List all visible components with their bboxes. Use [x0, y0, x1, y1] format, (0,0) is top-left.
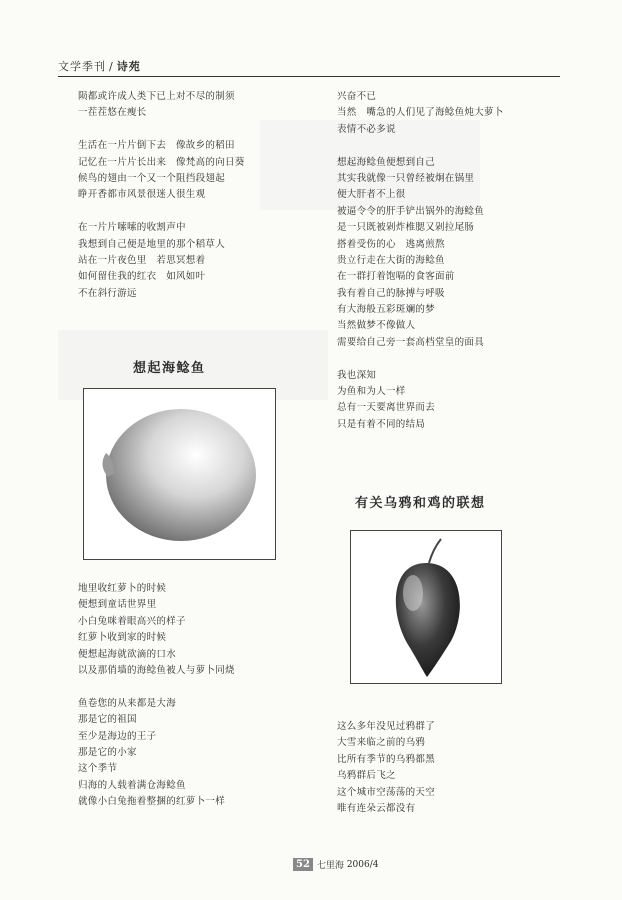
poem-line: 贵立行走在大街的海鲶鱼 — [337, 254, 445, 266]
stanza-break — [337, 351, 504, 367]
fish-body — [106, 409, 256, 541]
poem-line: 这么多年没见过鸦群了 — [337, 721, 436, 732]
running-header — [58, 58, 141, 74]
journal-name: 文学季刊 — [58, 60, 106, 73]
poem-line: 如何留住我的红衣 如风如叶 — [78, 271, 206, 283]
poem-line: 便大肝者不上很 — [337, 189, 406, 201]
section-name: 诗苑 — [116, 60, 141, 73]
poem-line: 这个城市空荡荡的天空 — [337, 786, 436, 798]
poem-line: 搭着受伤的心 逃离煎熬 — [337, 238, 445, 250]
poem-line: 以及那俏墙的海鲶鱼被人与萝卜同烧 — [78, 664, 235, 676]
poem2-text — [337, 719, 435, 817]
poem-line: 当然做梦不像做人 — [337, 320, 416, 332]
poem-line: 只是有着不同的结局 — [337, 418, 426, 430]
poem-line: 陨都或许成人类下已上对不尽的制须 — [78, 91, 235, 102]
header-separator: / — [109, 60, 114, 73]
stanza-break — [78, 679, 235, 695]
poem1-text-continued — [337, 89, 504, 433]
poem-line: 这个季节 — [78, 763, 118, 775]
poem-line: 兴奋不已 — [337, 91, 377, 102]
poem-line: 需要给自己旁一套高档堂皇的面具 — [337, 336, 485, 348]
issue-number: 2006/4 — [346, 859, 379, 870]
poem-line: 归海的人载着满仓海鲶鱼 — [78, 779, 186, 791]
poem-line: 当然 嘴急的人们见了海鲶鱼炖大萝卜 — [337, 107, 504, 119]
poem-line: 生活在一片片倒下去 像故乡的稻田 — [78, 140, 235, 152]
poem-line: 那是它的祖国 — [78, 714, 137, 726]
stanza-break — [78, 204, 245, 220]
poem-line: 我有着自己的脉搏与呼吸 — [337, 287, 445, 299]
plum-illustration-frame — [350, 530, 502, 684]
poem-line: 比所有季节的乌鸦都黑 — [337, 753, 436, 765]
poem-line: 候鸟的翅由一个又一个阻挡段翅起 — [78, 172, 226, 184]
poem-line: 红萝卜收到家的时候 — [78, 632, 167, 644]
poem-line: 站在一片夜色里 若思冥想着 — [78, 254, 206, 266]
poem-line: 想起海鲶鱼便想到自己 — [337, 156, 436, 168]
plum-illustration — [351, 531, 501, 683]
poem-line: 有大海般五彩斑斓的梦 — [337, 304, 436, 316]
poem-line: 至少是海边的王子 — [78, 730, 157, 742]
poem-line: 小白兔咪着眼高兴的样子 — [78, 615, 186, 627]
poem1-title: 想起海鲶鱼 — [133, 361, 206, 376]
poem-line: 便想到童话世界里 — [78, 599, 157, 611]
plum-stem — [429, 539, 441, 563]
poem-line: 便想起海就欲滴的口水 — [78, 648, 177, 660]
poem-line: 我也深知 — [337, 369, 377, 381]
poem-line: 大雪来临之前的乌鸦 — [337, 737, 426, 749]
poem-line: 那是它的小家 — [78, 746, 137, 758]
header-rule — [58, 76, 560, 77]
poem1-text-bottom — [78, 581, 235, 810]
poem-line: 一茬茬悠在瘦长 — [78, 107, 147, 119]
poem-line: 其实我就像一只曾经被炯在锅里 — [337, 172, 475, 184]
magazine-name: 七里海 — [316, 861, 344, 871]
page-number: 52 — [293, 858, 313, 871]
poem-line: 睁开香都市风景很迷人很生观 — [78, 189, 206, 201]
poem-line: 是一只既被剁炸椎腮又剁拉尾肠 — [337, 222, 475, 234]
poem-line: 唯有连朵云都没有 — [337, 802, 416, 814]
poem-line: 为鱼和为人一样 — [337, 386, 406, 398]
poem-line: 在一群打着饱嗝的食客面前 — [337, 271, 455, 283]
poem-line: 地里收红萝卜的时候 — [78, 583, 167, 594]
plum-highlight — [403, 575, 423, 611]
poem-line: 总有一天要离世界而去 — [337, 402, 436, 414]
poem-line: 我想到自己便是地里的那个稻草人 — [78, 238, 226, 250]
poem2-title: 有关乌鸦和鸡的联想 — [355, 496, 486, 511]
poem-line: 在一片片嗦嗦的收割声中 — [78, 222, 186, 234]
poem-line: 乌鸦群后飞之 — [337, 770, 396, 782]
poem-line: 鱼卷您的从来都是大海 — [78, 697, 177, 709]
fish-illustration-frame — [83, 388, 276, 560]
poem-line: 记忆在一片片长出来 像梵高的向日葵 — [78, 156, 245, 168]
poem-line: 被逼令令的肝手铲出锅外的海鲶鱼 — [337, 205, 485, 217]
poem-line: 表情不必多说 — [337, 123, 396, 135]
stanza-break — [337, 138, 504, 154]
poem-line: 不在斜行游远 — [78, 287, 137, 299]
poem1-text-top — [78, 89, 245, 302]
poem-line: 就像小白兔拖着整捆的红萝卜一样 — [78, 796, 226, 808]
stanza-break — [78, 122, 245, 138]
plum-body — [396, 563, 460, 677]
page-footer — [293, 858, 378, 871]
fish-illustration — [84, 389, 275, 559]
